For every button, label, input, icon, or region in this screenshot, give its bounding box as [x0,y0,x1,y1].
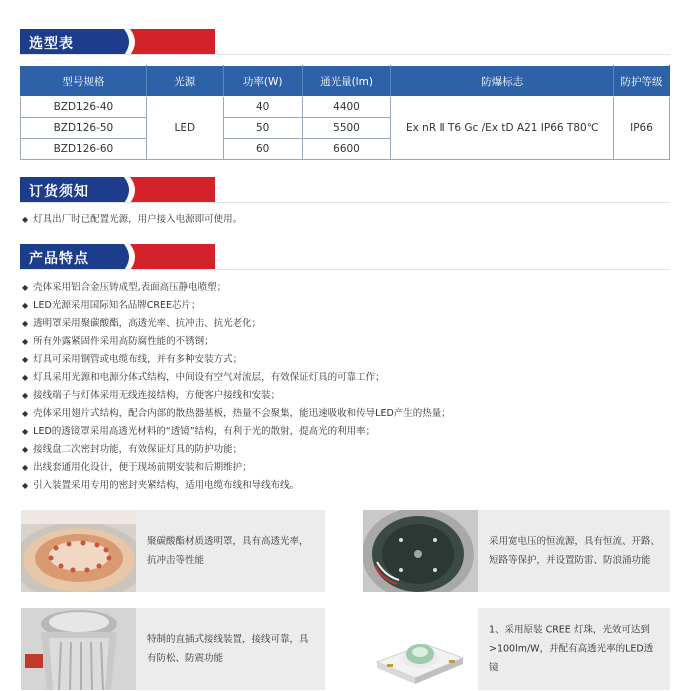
feature-item: ◆ LED光源采用国际知名品牌CREE芯片； [22,300,201,311]
feature-item: ◆ 引入装置采用专用的密封夹紧结构，适用电缆布线和导线布线。 [22,480,300,491]
feature-item: ◆ LED的透镜罩采用高透光材料的“透镜”结构，有利于光的散射，提高光的利用率； [22,426,376,437]
features-title: 产品特点 [29,251,89,267]
cell-lumen: 4400 [302,97,391,118]
cell-explosion-mark: Ex nR Ⅱ T6 Gc /Ex tD A21 IP66 T80℃ [391,97,614,160]
selection-title: 选型表 [29,36,74,52]
diamond-bullet-icon: ◆ [22,427,29,436]
diamond-bullet-icon: ◆ [22,409,29,418]
divider [20,202,670,203]
card-text: 1、采用原装 CREE 灯珠，光效可达到>100lm/W，并配有高透光率的LED透镜 [489,624,654,674]
banner-swoosh-icon [116,177,146,203]
cell-model: BZD126-50 [21,118,147,139]
cell-lumen: 5500 [302,118,391,139]
header-model: 型号规格 [21,66,147,97]
features-section-header [20,244,215,270]
ordering-title: 订货须知 [29,184,89,200]
cell-power: 50 [223,118,302,139]
banner-swoosh-icon [116,244,146,270]
cell-model: BZD126-60 [21,139,147,160]
feature-card-lens-cover [21,510,325,592]
cell-power: 60 [223,139,302,160]
cell-protection: IP66 [614,97,670,160]
header-explosion-mark: 防爆标志 [391,66,614,97]
diamond-bullet-icon: ◆ [22,355,29,364]
diamond-bullet-icon: ◆ [22,373,29,382]
spec-table [20,65,670,160]
selection-section-header [20,29,215,55]
cell-model: BZD126-40 [21,97,147,118]
feature-item: ◆ 壳体采用翅片式结构，配合内部的散热器基板，热量不会聚集，能迅速吸收和传导LED产生的热量； [22,408,451,419]
feature-card-terminal [21,608,325,690]
feature-item: ◆ 所有外露紧固件采用高防腐性能的不锈钢； [22,336,214,347]
diamond-bullet-icon: ◆ [22,463,29,472]
lens-cover-photo [21,510,136,592]
table-header-row [21,66,670,97]
header-lumen: 通光量(lm) [302,66,391,97]
header-power: 功率(W) [223,66,302,97]
cell-light-source: LED [146,97,223,160]
cell-power: 40 [223,97,302,118]
diamond-bullet-icon: ◆ [22,445,29,454]
cell-lumen: 6600 [302,139,391,160]
feature-item: ◆ 接线盘二次密封功能，有效保证灯具的防护功能； [22,444,243,455]
feature-card-led [363,608,670,690]
power-supply-photo [363,510,478,592]
header-light-source: 光源 [146,66,223,97]
led-chip-photo [363,608,478,690]
diamond-bullet-icon: ◆ [22,283,29,292]
diamond-bullet-icon: ◆ [22,301,29,310]
divider [20,54,670,55]
feature-card-power-supply [363,510,670,592]
diamond-bullet-icon: ◆ [22,337,29,346]
ordering-section-header [20,177,215,203]
terminal-photo [21,608,136,690]
feature-item: ◆ 灯具可采用钢管或电缆布线，并有多种安装方式； [22,354,243,365]
header-protection: 防护等级 [614,66,670,97]
card-text: 聚碳酸酯材质透明罩，具有高透光率，抗冲击等性能 [147,536,309,566]
card-text: 采用宽电压的恒流源，具有恒流、开路、短路等保护，并设置防雷、防浪涌功能 [489,536,661,566]
feature-item: ◆ 壳体采用铝合金压铸成型,表面高压静电喷塑； [22,282,227,293]
card-text: 特制的直插式接线装置，接线可靠，具有防松、防震功能 [147,634,309,664]
feature-item: ◆ 接线端子与灯体采用无线连接结构，方便客户接线和安装； [22,390,281,401]
feature-item: ◆ 出线套通用化设计，便于现场前期安装和后期维护； [22,462,252,473]
diamond-bullet-icon: ◆ [22,481,29,490]
divider [20,269,670,270]
feature-item: ◆ 透明罩采用聚碳酸酯，高透光率、抗冲击、抗光老化； [22,318,262,329]
banner-swoosh-icon [116,29,146,55]
table-row [21,97,670,118]
ordering-note: ◆ 灯具出厂时已配置光源，用户接入电源即可使用。 [22,214,243,225]
feature-item: ◆ 灯具采用光源和电源分体式结构，中间设有空气对流层，有效保证灯具的可靠工作； [22,372,385,383]
diamond-bullet-icon: ◆ [22,319,29,328]
diamond-bullet-icon: ◆ [22,391,29,400]
diamond-bullet-icon: ◆ [22,215,29,224]
